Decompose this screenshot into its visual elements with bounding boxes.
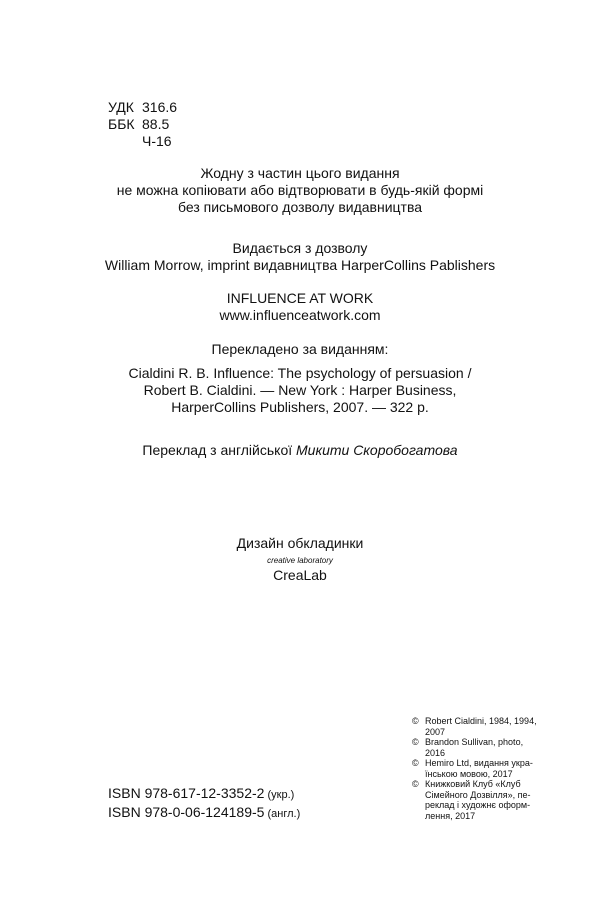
rights-notice: Жодну з частин цього видання не можна копіювати або відтворювати в будь-якій формі без письмового дозволу видавництва bbox=[116, 165, 484, 215]
permission-block: Видається з дозволу William Morrow, imprint видавництва HarperCollins Pablishers bbox=[104, 240, 496, 273]
copyright-entry: © Hemiro Ltd, видання укра- їнською мовою, 2017 bbox=[412, 758, 533, 779]
copyright-entry: © Книжковий Клуб «Клуб Сімейного Дозвілля», пе- реклад і художнє оформ- лення, 2017 bbox=[412, 779, 531, 821]
influence-url: www.influenceatwork.com bbox=[219, 307, 381, 323]
bbk-code: ББК 88.5 bbox=[108, 116, 170, 132]
cover-design-heading: Дизайн обкладинки bbox=[236, 535, 364, 551]
influence-block: INFLUENCE AT WORK www.influenceatwork.com bbox=[0, 290, 600, 324]
studio-label: creative laboratory bbox=[267, 556, 333, 565]
source-heading: Перекладено за виданням: bbox=[211, 341, 389, 357]
copyright-icon: © bbox=[412, 779, 419, 789]
copyright-icon: © bbox=[412, 737, 419, 747]
classification-codes bbox=[108, 99, 177, 150]
copyright-icon: © bbox=[412, 758, 419, 768]
translation-credit: Переклад з англійської Микити Скоробогатова bbox=[142, 442, 458, 458]
isbn-block bbox=[108, 785, 300, 823]
copyright-entry: © Brandon Sullivan, photo, 2016 bbox=[412, 737, 524, 758]
copyright-entry: © Robert Cialdini, 1984, 1994, 2007 bbox=[412, 716, 537, 737]
translator-name: Микити Скоробогатова bbox=[296, 442, 458, 458]
udk-code: УДК 316.6 bbox=[108, 99, 178, 115]
studio-name: CreaLab bbox=[273, 567, 327, 583]
copyright-block bbox=[412, 716, 542, 821]
isbn-ukr: ISBN 978-617-12-3352-2 (укр.) bbox=[108, 785, 295, 801]
isbn-eng: ISBN 978-0-06-124189-5 (англ.) bbox=[108, 804, 301, 820]
author-mark: Ч-16 bbox=[142, 133, 172, 149]
source-citation: Cialdini R. B. Influence: The psychology of persuasion / Robert B. Cialdini. — New York : Harper Business, HarperCollins Publishers, 2007. — 322 p. bbox=[128, 365, 472, 415]
copyright-icon: © bbox=[412, 716, 419, 726]
